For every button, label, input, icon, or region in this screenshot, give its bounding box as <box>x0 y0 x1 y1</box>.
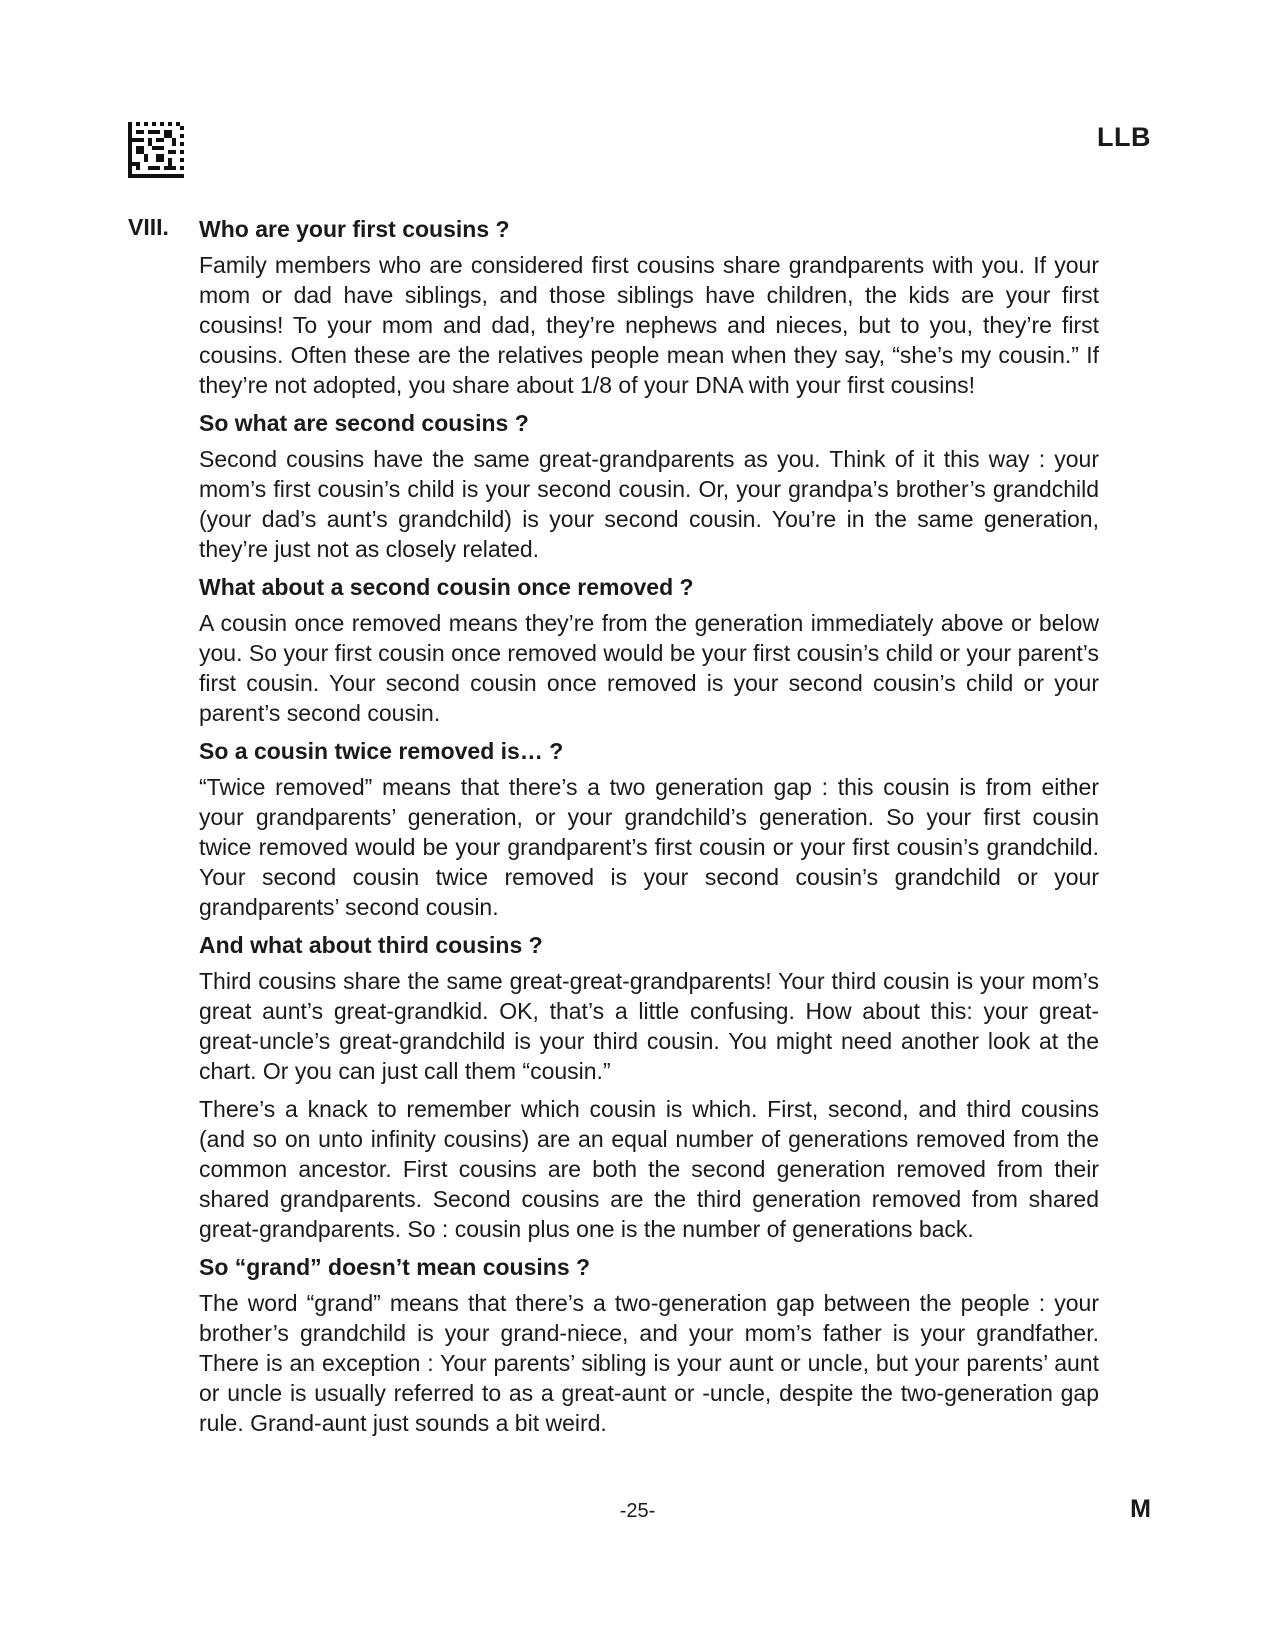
paragraph: A cousin once removed means they’re from the generation immediately above or below you. So your first cousin once removed would be your first cousin’s child or your parent’s first cousin. Your second cousin once removed is your second cousin’s child or your parent’s second cousin. <box>199 610 1099 726</box>
paragraph: Family members who are considered first cousins share grandparents with you. If your mom or dad have siblings, and those siblings have children, the kids are your first cousins! To your mom and dad, they’re nephews and nieces, but to you, they’re first cousins. Often these are the relatives people mean when they say, “she’s my cousin.” If they’re not adopted, you share about 1/8 of your DNA with your first cousins! <box>199 252 1099 398</box>
paragraph: Third cousins share the same great-great-grandparents! Your third cousin is your mom’s great aunt’s great-grandkid. OK, that’s a little confusing. How about this: your great-great-uncle’s great-grandchild is your third cousin. You might need another look at the chart. Or you can just call them “cousin.” <box>199 968 1099 1084</box>
section-heading: So a cousin twice removed is… ? <box>199 738 564 764</box>
datamatrix-code-icon <box>128 122 184 178</box>
section-heading: So “grand” doesn’t mean cousins ? <box>199 1254 591 1280</box>
section-heading: Who are your first cousins ? <box>199 216 510 242</box>
paragraph: The word “grand” means that there’s a two-generation gap between the people : your brother’s grandchild is your grand-niece, and your mom’s father is your grandfather. There is an exception : Your parents’ sibling is your aunt or uncle, but your parents’ aunt or uncle is usually referred to as a great-aunt or -uncle, despite the two-generation gap rule. Grand-aunt just sounds a bit weird. <box>199 1290 1099 1436</box>
section-heading: So what are second cousins ? <box>199 410 529 436</box>
section-number: VIII. <box>128 214 169 240</box>
paragraph: There’s a knack to remember which cousin is which. First, second, and third cousins (and so on unto infinity cousins) are an equal number of generations removed from the common ancestor. First cousins are both the second generation removed from their shared grandparents. Second cousins are the third generation removed from shared great-grandparents. So : cousin plus one is the number of generations back. <box>199 1096 1099 1242</box>
page-number: -25- <box>619 1500 656 1522</box>
section-heading: What about a second cousin once removed ? <box>199 574 694 600</box>
paragraph: “Twice removed” means that there’s a two generation gap : this cousin is from either your grandparents’ generation, or your grandchild’s generation. So your first cousin twice removed would be your grandparent’s first cousin or your first cousin’s grandchild. Your second cousin twice removed is your second cousin’s grandchild or your grandparents’ second cousin. <box>199 774 1099 920</box>
paper-code: LLB <box>1097 122 1151 152</box>
section-content <box>199 214 1099 1446</box>
series-code: M <box>1130 1495 1151 1523</box>
section-heading: And what about third cousins ? <box>199 932 543 958</box>
paragraph: Second cousins have the same great-grandparents as you. Think of it this way : your mom’s first cousin’s child is your second cousin. Or, your grandpa’s brother’s grandchild (your dad’s aunt’s grandchild) is your second cousin. You’re in the same generation, they’re just not as closely related. <box>199 446 1099 562</box>
